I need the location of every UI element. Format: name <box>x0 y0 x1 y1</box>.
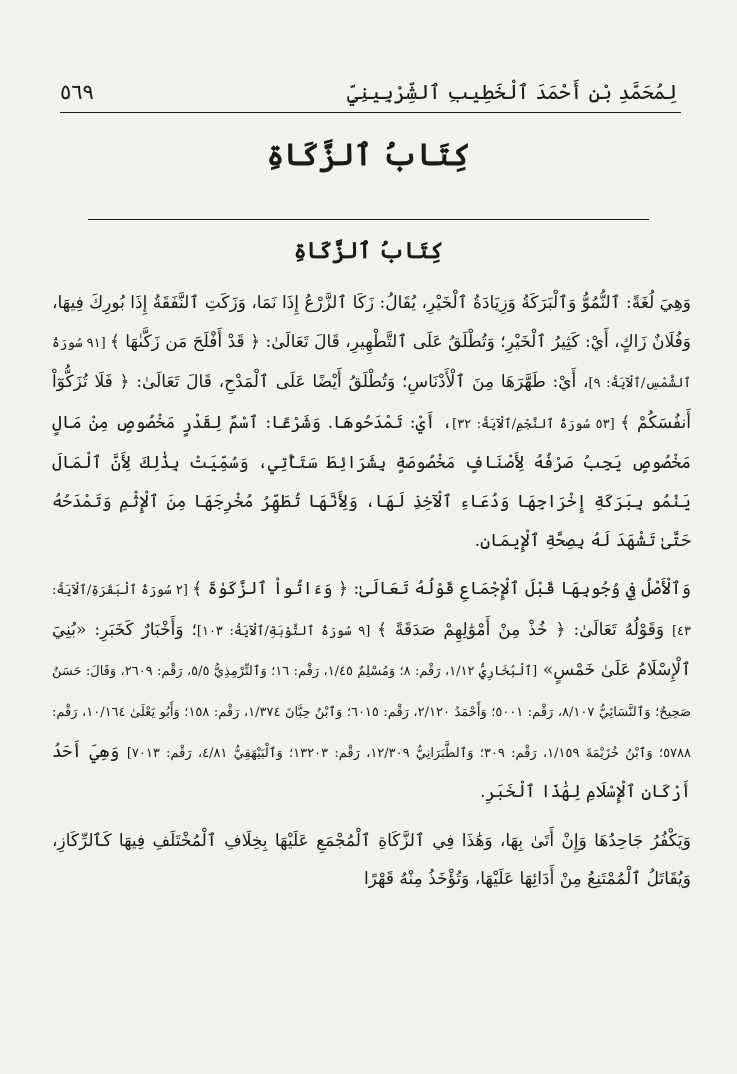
paragraph-text: وَهِيَ أَحَدُ أَرْكَانِ ٱلْإِسْلَامِ لِهَٰذَا ٱلْخَبَرِ. <box>52 741 691 803</box>
quran-verse: ﴿ فَلَا تُزَكُّوٓاْ أَنفُسَكُمْ ﴾ <box>52 372 691 433</box>
paragraph <box>52 570 691 812</box>
quran-verse: ﴿ قَدْ أَفْلَحَ مَن زَكَّىٰهَا ﴾ <box>109 331 261 352</box>
page-header <box>60 76 677 108</box>
page-number: ٥٦٩ <box>60 80 94 104</box>
quran-verse: ﴿ خُذْ مِنْ أَمْوَٰلِهِمْ صَدَقَةً ﴾ <box>377 619 566 640</box>
header-rule <box>60 112 681 113</box>
citation-reference: [٥٣ سُورَةُ ٱلنَّجْمِ/ٱلْآيَةُ: ٣٢] <box>452 416 621 432</box>
citation-reference: [٩١ سُورَةُ ٱلشَّمْسِ/ٱلْآيَةُ: ٩] <box>52 335 691 392</box>
paragraph-text: ؛ وَأَخْبَارٌ كَخَبَرِ: «بُنِيَ ٱلْإِسْلَامُ عَلَىٰ خَمْسٍ» <box>52 619 692 681</box>
paragraph <box>52 284 691 560</box>
paragraph <box>52 822 691 899</box>
paragraph-text: ، أَيْ: طَهَّرَهَا مِنَ ٱلْأَدْنَاسِ؛ وَتُطْلَقُ أَيْضًا عَلَى ٱلْمَدْحِ، قَالَ تَعَالَىٰ: <box>129 372 589 393</box>
running-title: لِمُحَمَّدِ بْنِ أَحْمَدَ ٱلْخَطِيبِ ٱلشِّرْبِينِيِّ <box>346 80 677 104</box>
section-title: كِتَابُ ٱلزَّكَاةِ <box>293 238 444 264</box>
title-rule <box>88 219 649 220</box>
paragraph-text: ، أَيْ: تَمْدَحُوهَا. وَشَرْعًا: ٱسْمٌ لِقَدْرٍ مَخْصُوصٍ مِنْ مَالٍ مَخْصُوصٍ يَجِبُ صَرْفُهُ لِأَصْنَافٍ مَخْصُوصَةٍ بِشَرَائِطَ سَتَأْتِي، وَسُمِّيَتْ بِذَٰلِكَ لِأَنَّ ٱلْمَالَ يَنْمُو بِبَرَكَةِ إِخْرَاجِهَا وَدُعَاءِ ٱلْآخِذِ لَهَا، وَلِأَنَّهَا تُطَهِّرُ مُخْرِجَهَا مِنَ ٱلْإِثْمِ وَتَمْدَحُهُ حَتَّىٰ تَشْهَدَ لَهُ بِصِحَّةِ ٱلْإِيمَانِ. <box>52 412 691 551</box>
citation-reference: [٩ سُورَةُ ٱلتَّوْبَةِ/ٱلْآيَةُ: ١٠٣] <box>196 623 377 639</box>
book-title: كِتَابُ ٱلزَّكَاةِ <box>266 138 471 173</box>
quran-verse: ﴿ وَءَاتُواْ ٱلزَّكَوٰةَ ﴾ <box>192 579 349 600</box>
citation-reference: [٢ سُورَةُ ٱلْبَقَرَةِ/ٱلْآيَةُ: ٤٣] <box>52 583 691 639</box>
paragraph-text: وَقَوْلُهُ تَعَالَىٰ: <box>565 619 672 640</box>
paragraph-text: وَٱلْأَصْلُ فِي وُجُوبِهَا قَبْلَ ٱلْإِجْمَاعِ قَوْلُهُ تَعَالَىٰ: <box>348 579 692 600</box>
paragraph-text: وَيَكْفُرُ جَاحِدُهَا وَإِنْ أَتَىٰ بِهَا، وَهَٰذَا فِي ٱلزَّكَاةِ ٱلْمُجْمَعِ عَلَيْهَا بِخِلَافِ ٱلْمُخْتَلَفِ فِيهَا كَٱلرِّكَازِ، وَيُقَاتَلُ ٱلْمُمْتَنِعُ مِنْ أَدَائِهَا عَلَيْهَا، وَتُؤْخَذُ مِنْهُ قَهْرًا <box>52 830 691 890</box>
paragraph-text: وَهِيَ لُغَةً: ٱلنُّمُوُّ وَٱلْبَرَكَةُ وَزِيَادَةُ ٱلْخَيْرِ، يُقَالُ: زَكَا ٱلزَّرْعُ إِذَا نَمَا، وَزَكَتِ ٱلنَّفَقَةُ إِذَا بُورِكَ فِيهَا، وَفُلَانٌ زَاكٍ، أَيْ: كَثِيرُ ٱلْخَيْرِ؛ وَتُطْلَقُ عَلَى ٱلتَّطْهِيرِ، قَالَ تَعَالَىٰ: <box>52 293 692 352</box>
body-text <box>52 284 691 899</box>
citation-reference: [ٱلْبُخَارِيُّ ١/١٢، رَقْم: ٨؛ وَمُسْلِمٌ ١/٤٥، رَقْم: ١٦؛ وَٱلتِّرْمِذِيُّ ٥/٥، رَقْم: ٢٦٠٩، وَقَالَ: حَسَنٌ صَحِيحٌ؛ وَٱلنَّسَائِيُّ ٨/١٠٧، رَقْم: ٥٠٠١؛ وَأَحْمَدُ ٢/١٢٠، رَقْم: ٦٠١٥؛ وَٱبْنُ حِبَّانَ ١/٣٧٤، رَقْم: ١٥٨؛ وَأَبُو يَعْلَىٰ ١٠/١٦٤، رَقْم: ٥٧٨٨؛ وَٱبْنُ خُزَيْمَةَ ١/١٥٩، رَقْم: ٣٠٩؛ وَٱلطَّبَرَانِيُّ ١٢/٣٠٩، رَقْم: ١٣٢٠٣؛ وَٱلْبَيْهَقِيُّ ٤/٨١، رَقْم: ٧٠١٣] <box>52 664 692 761</box>
